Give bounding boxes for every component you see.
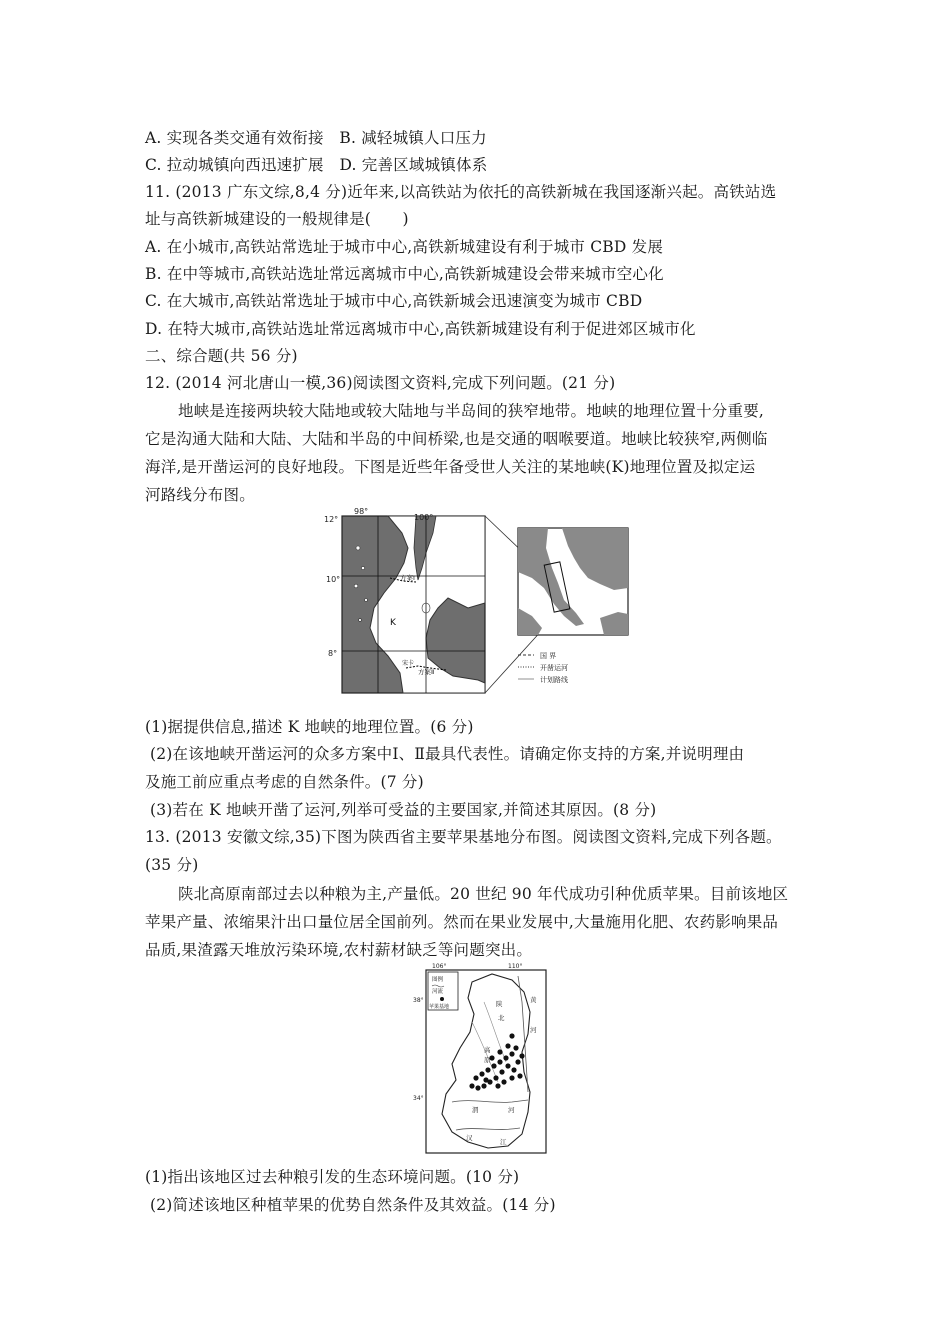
q12-para-line4: 河路线分布图。 bbox=[145, 486, 255, 504]
plan1-label: 方案Ⅰ bbox=[400, 574, 415, 582]
q12-stem: 12. (2014 河北唐山一模,36)阅读图文资料,完成下列问题。(21 分) bbox=[145, 374, 616, 392]
lon-label-100: 100° bbox=[414, 513, 434, 522]
place-label-yuan: 原 bbox=[484, 1056, 491, 1064]
plan2-label: 方案Ⅱ bbox=[418, 668, 435, 676]
place-label-wei: 渭 bbox=[472, 1106, 479, 1114]
q11-stem-line2: 址与高铁新城建设的一般规律是( ) bbox=[145, 210, 409, 228]
q13-stem-line2: (35 分) bbox=[145, 856, 199, 874]
lon-label-106: 106° bbox=[432, 963, 447, 970]
place-label-huang: 黄 bbox=[530, 996, 537, 1004]
section-heading: 二、综合题(共 56 分) bbox=[145, 347, 298, 365]
place-label-han: 汉 bbox=[466, 1134, 473, 1142]
shaanxi-apple-map-figure bbox=[412, 962, 552, 1161]
q12-question2-line2: 及施工前应重点考虑的自然条件。(7 分) bbox=[145, 773, 424, 791]
lat-label-8: 8° bbox=[328, 649, 338, 658]
q12-question2-line1: (2)在该地峡开凿运河的众多方案中Ⅰ、Ⅱ最具代表性。请确定你支持的方案,并说明理由 bbox=[150, 745, 745, 763]
place-label-gao: 高 bbox=[484, 1046, 491, 1054]
q12-para-line3: 海洋,是开凿运河的良好地段。下图是近些年备受世人关注的某地峡(K)地理位置及拟定运 bbox=[145, 458, 756, 476]
q13-para-line2: 苹果产量、浓缩果汁出口量位居全国前列。然而在果业发展中,大量施用化肥、农药影响果品 bbox=[145, 913, 779, 931]
legend-planned-route: 计划路线 bbox=[540, 676, 568, 684]
q11-option-b: B. 在中等城市,高铁站选址常远离城市中心,高铁新城建设会带来城市空心化 bbox=[145, 265, 664, 283]
legend-border: 国 界 bbox=[540, 652, 557, 660]
q13-question2: (2)简述该地区种植苹果的优势自然条件及其效益。(14 分) bbox=[150, 1196, 556, 1214]
isthmus-map-figure bbox=[318, 508, 636, 700]
lat-label-12: 12° bbox=[324, 515, 339, 524]
q11-option-c: C. 在大城市,高铁站常选址于城市中心,高铁新城会迅速演变为城市 CBD bbox=[145, 292, 643, 310]
legend-canal: 开凿运河 bbox=[540, 664, 568, 672]
q12-para-line1: 地峡是连接两块较大陆地或较大陆地与半岛间的狭窄地带。地峡的地理位置十分重要, bbox=[178, 402, 765, 420]
place-label-he2: 河 bbox=[508, 1106, 515, 1114]
city-label: 宋卡 bbox=[402, 660, 415, 667]
legend-apple-base: 苹果基地 bbox=[429, 1004, 450, 1010]
legend-river: 河流 bbox=[432, 989, 444, 995]
place-label-shaan: 陕 bbox=[496, 1000, 503, 1008]
q12-question1: (1)据提供信息,描述 K 地峡的地理位置。(6 分) bbox=[145, 718, 474, 736]
lat-label-34: 34° bbox=[413, 1095, 424, 1102]
legend-title: 图例 bbox=[432, 977, 444, 983]
q11-stem-line1: 11. (2013 广东文综,8,4 分)近年来,以高铁站为依托的高铁新城在我国逐渐兴起。高铁站选 bbox=[145, 183, 777, 201]
q11-option-d: D. 在特大城市,高铁站选址常远离城市中心,高铁新城建设有利于促进郊区城市化 bbox=[145, 320, 696, 338]
lat-label-10: 10° bbox=[326, 575, 341, 584]
q11-option-a: A. 在小城市,高铁站常选址于城市中心,高铁新城建设有利于城市 CBD 发展 bbox=[145, 238, 664, 256]
q13-question1: (1)指出该地区过去种粮引发的生态环境问题。(10 分) bbox=[145, 1168, 520, 1186]
lon-label-98: 98° bbox=[354, 508, 369, 516]
q13-stem-line1: 13. (2013 安徽文综,35)下图为陕西省主要苹果基地分布图。阅读图文资料,完成下列各题。 bbox=[145, 828, 782, 846]
place-label-he1: 河 bbox=[530, 1026, 537, 1034]
q13-para-line3: 品质,果渣露天堆放污染环境,农村薪材缺乏等问题突出。 bbox=[145, 941, 533, 959]
lon-label-110: 110° bbox=[508, 963, 523, 970]
q10-option-cd: C. 拉动城镇向西迅速扩展 D. 完善区域城镇体系 bbox=[145, 156, 488, 174]
q10-option-ab: A. 实现各类交通有效衔接 B. 减轻城镇人口压力 bbox=[145, 129, 487, 147]
q13-para-line1: 陕北高原南部过去以种粮为主,产量低。20 世纪 90 年代成功引种优质苹果。目前该地区 bbox=[178, 885, 789, 903]
place-label-jiang: 江 bbox=[500, 1138, 507, 1146]
q12-question3: (3)若在 K 地峡开凿了运河,列举可受益的主要国家,并简述其原因。(8 分) bbox=[150, 801, 657, 819]
q12-para-line2: 它是沟通大陆和大陆、大陆和半岛的中间桥梁,也是交通的咽喉要道。地峡比较狭窄,两侧临 bbox=[145, 430, 768, 448]
isthmus-k-label: K bbox=[390, 618, 396, 628]
lat-label-38: 38° bbox=[413, 997, 424, 1004]
place-label-bei: 北 bbox=[498, 1014, 505, 1022]
